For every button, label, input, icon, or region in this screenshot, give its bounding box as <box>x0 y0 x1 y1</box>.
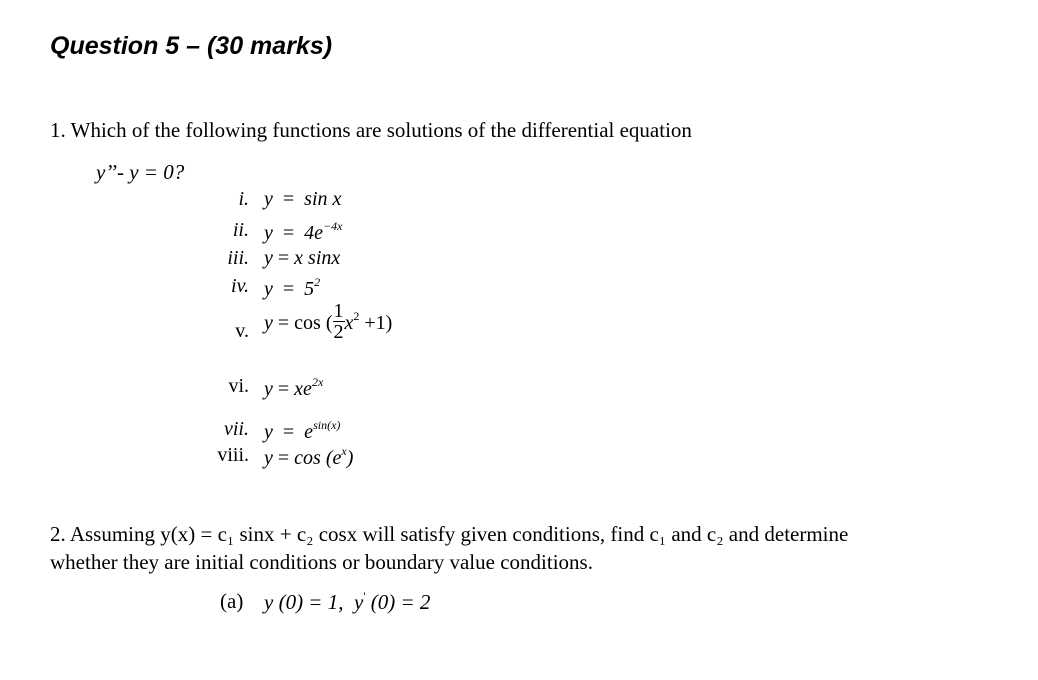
one-half-fraction: $\frac{1}{2}$ <box>333 300 344 343</box>
option-iii-label: iii. <box>227 247 249 269</box>
option-vi-equation: $y = xe^{2x}$ <box>264 375 324 400</box>
option-viii-equation: $y = \cos (e^x)$ <box>264 444 354 469</box>
option-ii-label: ii. <box>232 219 249 241</box>
option-viii-label: viii. <box>217 444 249 466</box>
question-heading: Question 5 – (30 marks) <box>50 32 333 60</box>
option-v-equation: y = cos ( $\frac{1}{2}$ $x^2 +1$) <box>264 300 393 343</box>
option-iv-equation: $y = 5^2$ <box>264 275 321 300</box>
part-a-label: (a) <box>220 589 244 613</box>
option-vi-label: vi. <box>228 375 249 397</box>
question-2-text <box>50 520 848 576</box>
question-2-line-2: whether they are initial conditions or boundary value conditions. <box>50 550 593 574</box>
question-1-text: 1. Which of the following functions are solutions of the differential equation <box>50 118 692 142</box>
differential-equation: y’’- y = 0? <box>96 160 185 184</box>
option-iii-equation: y = x sinx <box>264 247 341 269</box>
option-i-equation: y = sin x <box>264 188 342 210</box>
option-iv-label: iv. <box>231 275 249 297</box>
option-i-label: i. <box>238 188 249 210</box>
option-vii-equation: $y = e^{sin(x)}$ <box>264 418 341 443</box>
question-2-line-1: 2. Assuming y(x) = c₁ sinx + c₂ cosx will satisfy given conditions, find c₁ and c₂ and determine <box>50 522 849 546</box>
part-a-conditions: y (0) = 1, y' (0) = 2 <box>264 589 431 614</box>
option-vii-label: vii. <box>224 418 249 440</box>
option-ii-equation: $y = 4e^{-4x}$ <box>264 219 343 244</box>
option-v-label: v. <box>235 320 249 342</box>
